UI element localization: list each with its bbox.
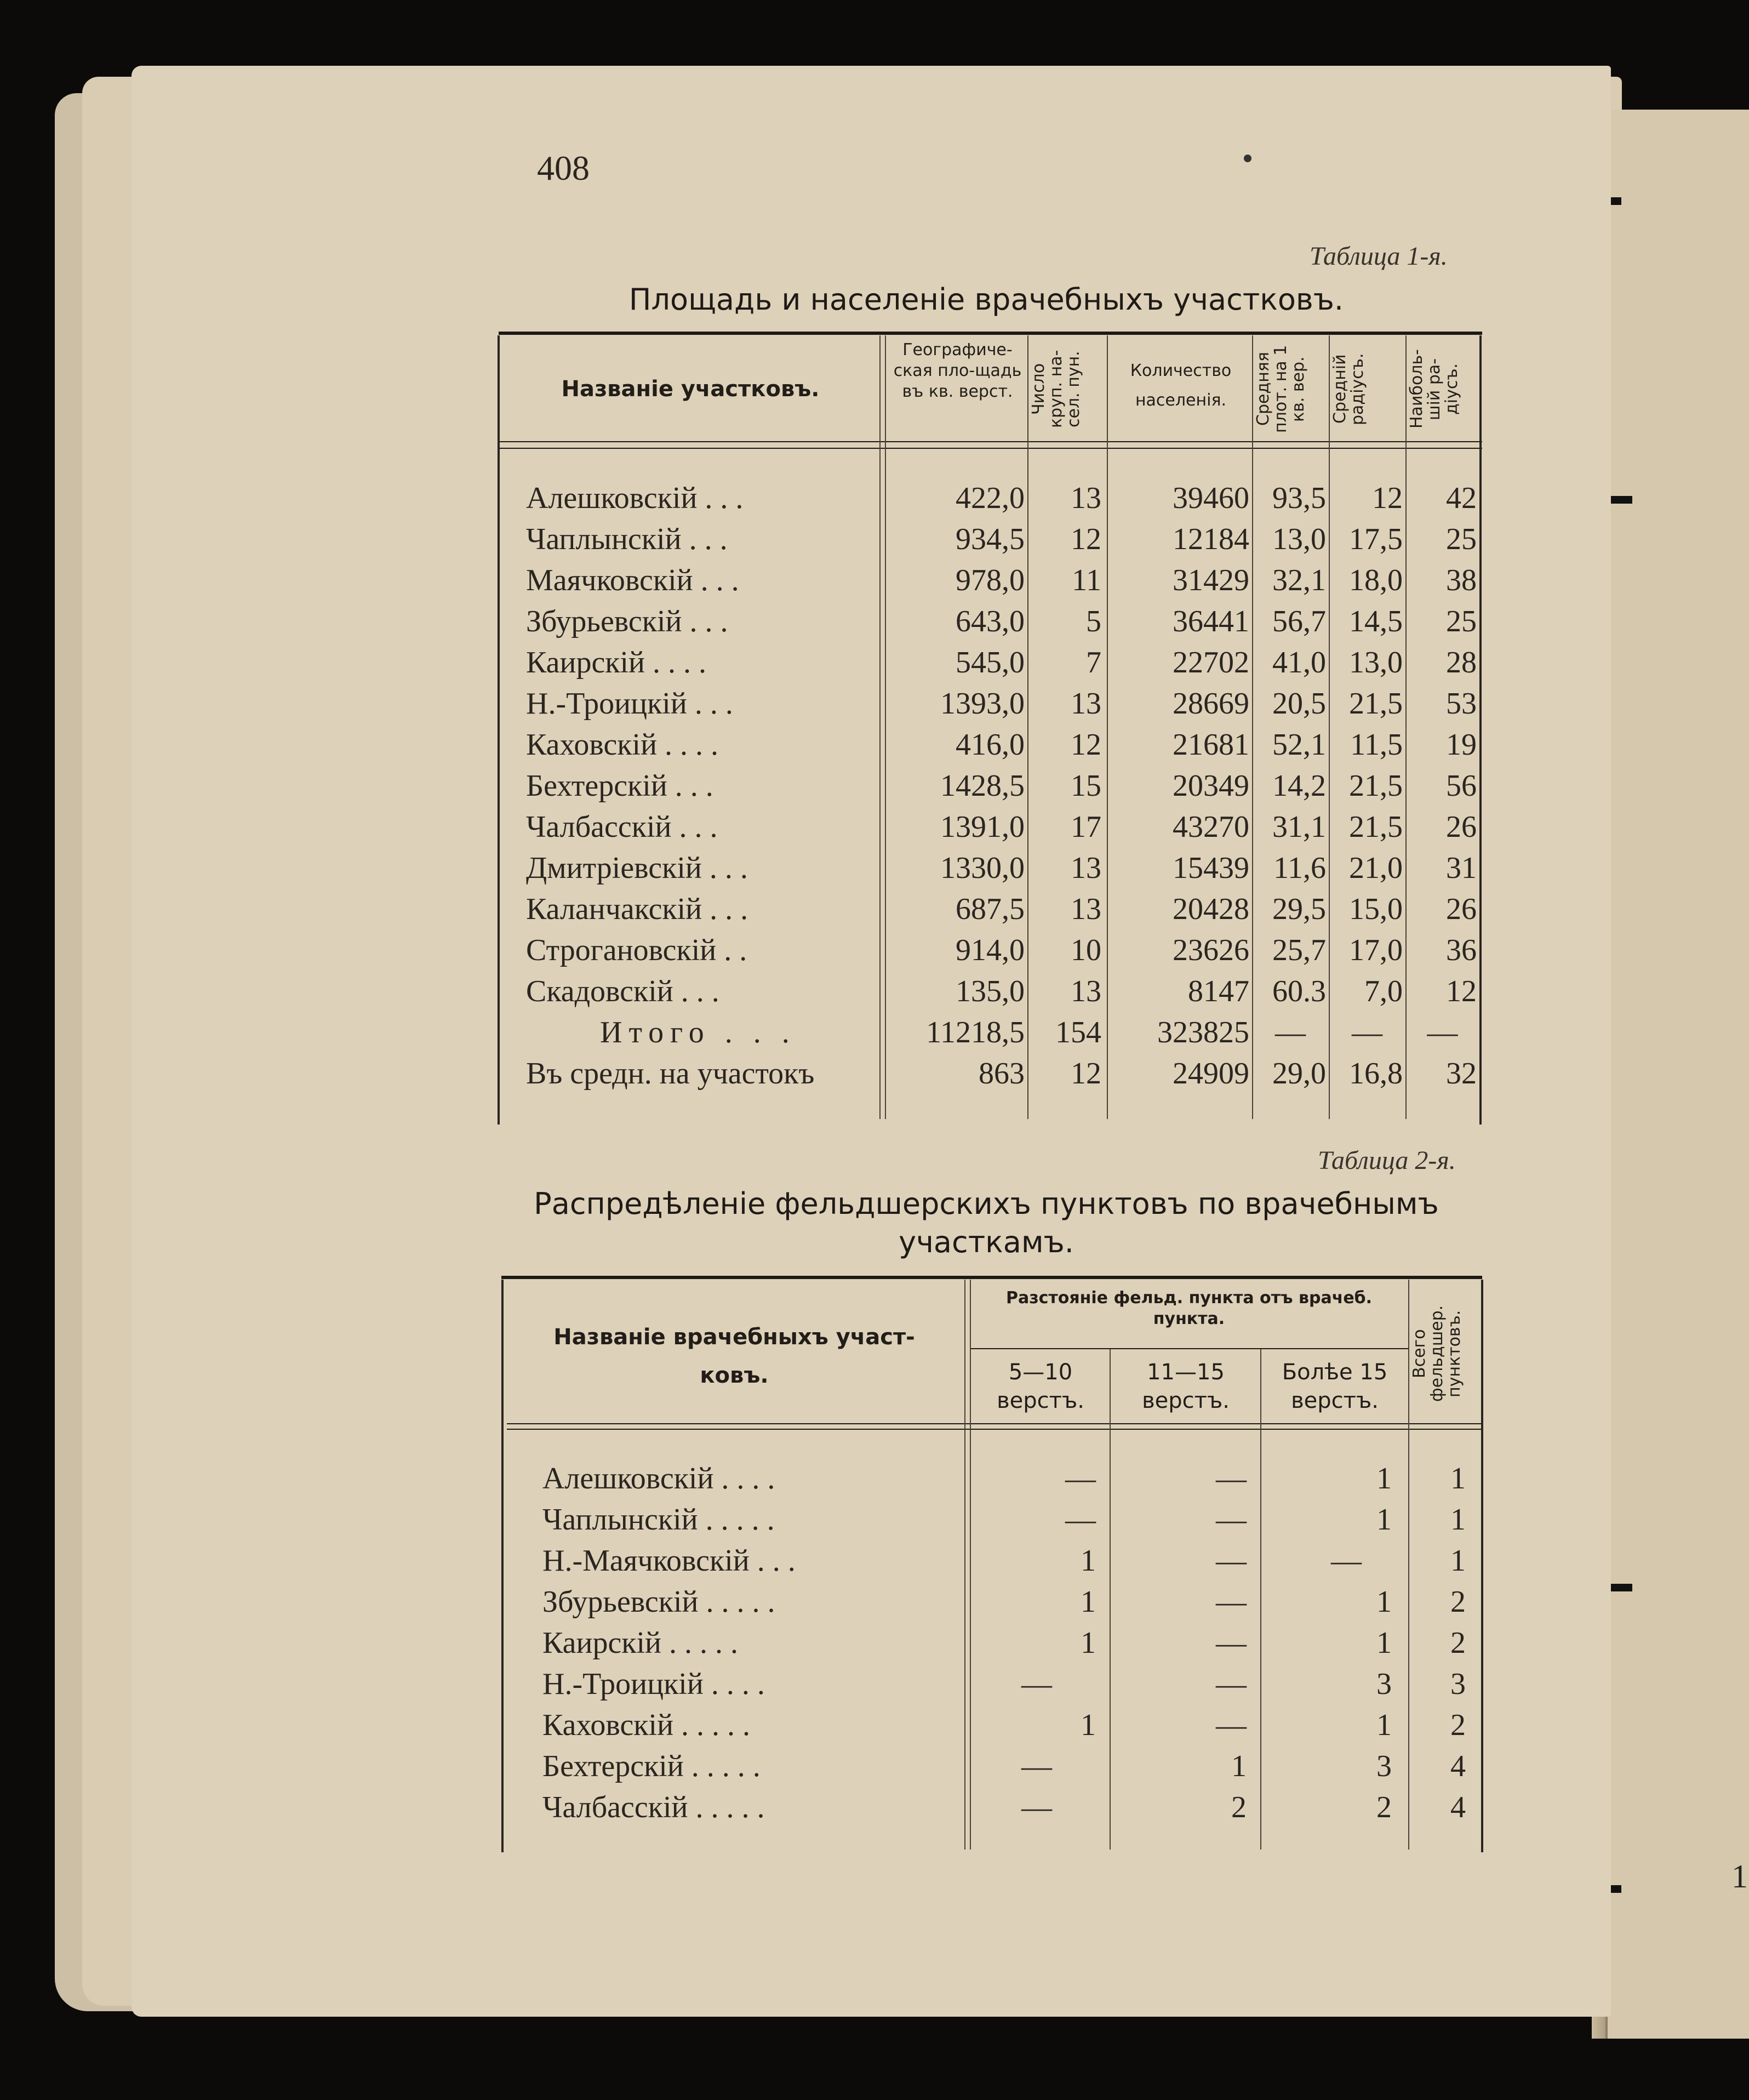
- density-value: 25,7: [1272, 933, 1326, 967]
- settlements-value: 154: [1055, 1015, 1101, 1049]
- max-radius-value: 25: [1446, 604, 1477, 638]
- radius-value: 21,5: [1349, 687, 1403, 721]
- table1-col-line: [498, 335, 500, 1125]
- district-name: Чаплынскій . . . . .: [542, 1503, 775, 1537]
- radius-value: 21,0: [1349, 851, 1403, 885]
- district-name: Каховскій . . . .: [526, 728, 719, 762]
- district-name: Дмитріевскій . . .: [526, 851, 748, 885]
- d2-value: —: [1216, 1708, 1247, 1742]
- area-value: 687,5: [956, 892, 1025, 926]
- population-value: 22702: [1173, 646, 1249, 680]
- max-radius-value: 42: [1446, 481, 1477, 515]
- d3-value: 1: [1376, 1626, 1392, 1660]
- table1-header-max-radius: Наиболь-шій ра-діусъ.: [1407, 349, 1461, 429]
- table1-col-line: [885, 335, 886, 1119]
- d1-value: 1: [1081, 1585, 1096, 1619]
- density-value: 29,0: [1272, 1057, 1326, 1091]
- settlements-value: 11: [1072, 563, 1101, 597]
- d2-value: —: [1216, 1667, 1247, 1701]
- radius-value: 14,5: [1349, 604, 1403, 638]
- district-name: Чаплынскій . . .: [526, 522, 728, 556]
- radius-value: 7,0: [1364, 974, 1403, 1008]
- table2-top-rule: [501, 1276, 1482, 1279]
- population-value: 24909: [1173, 1057, 1249, 1091]
- density-value: 56,7: [1272, 604, 1326, 638]
- page-number: 408: [537, 149, 590, 187]
- area-value: 1330,0: [940, 851, 1025, 885]
- population-value: 20349: [1173, 769, 1249, 803]
- table1-col-line: [1027, 335, 1028, 1119]
- radius-value: 18,0: [1349, 563, 1403, 597]
- area-value: 422,0: [956, 481, 1025, 515]
- ink-spot: [1244, 155, 1251, 162]
- d2-value: 2: [1231, 1790, 1247, 1824]
- d3-value: 1: [1376, 1585, 1392, 1619]
- settlements-value: 17: [1071, 810, 1101, 844]
- total-value: 2: [1450, 1708, 1466, 1742]
- density-value: 20,5: [1272, 687, 1326, 721]
- table1-col-line: [1329, 335, 1330, 1119]
- table1-top-rule: [499, 332, 1482, 335]
- district-name: Каирскій . . . .: [526, 646, 707, 680]
- max-radius-value: 31: [1446, 851, 1477, 885]
- population-value: 23626: [1173, 933, 1249, 967]
- table2-group-rule: [970, 1348, 1408, 1349]
- radius-value: 16,8: [1349, 1057, 1403, 1091]
- district-name: Бехтерскій . . .: [526, 769, 713, 803]
- table1-col-line: [1405, 335, 1407, 1119]
- d2-value: —: [1216, 1462, 1247, 1496]
- density-value: 32,1: [1272, 563, 1326, 597]
- area-value: 643,0: [956, 604, 1025, 638]
- table2-col-line: [970, 1280, 971, 1850]
- table2-header-d2-line1: 11—15: [1147, 1360, 1225, 1385]
- area-value: 1428,5: [940, 769, 1025, 803]
- max-radius-value: 19: [1446, 728, 1477, 762]
- radius-value: 12: [1372, 481, 1403, 515]
- max-radius-value: 12: [1446, 974, 1477, 1008]
- d3-value: 3: [1376, 1749, 1392, 1783]
- population-value: 15439: [1173, 851, 1249, 885]
- table2-header-name-line1: Названіе врачебныхъ участ-: [553, 1325, 915, 1350]
- density-value: 29,5: [1272, 892, 1326, 926]
- table2-header-rule: [507, 1423, 1482, 1424]
- population-value: 20428: [1173, 892, 1249, 926]
- settlements-value: 15: [1071, 769, 1101, 803]
- density-value: 41,0: [1272, 646, 1326, 680]
- settlements-value: 13: [1071, 481, 1101, 515]
- area-value: 934,5: [956, 522, 1025, 556]
- max-radius-value: 32: [1446, 1057, 1477, 1091]
- density-value: 93,5: [1272, 481, 1326, 515]
- table1-header-name: Названіе участковъ.: [561, 376, 820, 402]
- population-value: 31429: [1173, 563, 1249, 597]
- settlements-value: 13: [1071, 851, 1101, 885]
- district-name: Бехтерскій . . . . .: [542, 1749, 761, 1783]
- table2-header-d2-line2: верстъ.: [1142, 1388, 1230, 1413]
- table1-col-line: [879, 335, 881, 1119]
- table2-col-line: [964, 1280, 965, 1850]
- density-value: 52,1: [1272, 728, 1326, 762]
- area-value: 863: [979, 1057, 1025, 1091]
- total-value: 2: [1450, 1585, 1466, 1619]
- population-value: 36441: [1173, 604, 1249, 638]
- table2-header-distance-line2: пункта.: [1153, 1309, 1225, 1328]
- area-value: 914,0: [956, 933, 1025, 967]
- radius-value: 15,0: [1349, 892, 1403, 926]
- table2-title-line1: Распредѣленіе фельдшерскихъ пунктовъ по врачебнымъ: [534, 1186, 1439, 1221]
- max-radius-value: 26: [1446, 810, 1477, 844]
- population-value: 28669: [1173, 687, 1249, 721]
- population-value: 8147: [1188, 974, 1249, 1008]
- d3-value: 3: [1376, 1667, 1392, 1701]
- district-name: Каирскій . . . . .: [542, 1626, 739, 1660]
- district-name: Скадовскій . . .: [526, 974, 719, 1008]
- radius-value: 21,5: [1349, 810, 1403, 844]
- table2-header-rule-2: [507, 1429, 1482, 1430]
- district-name: Н.-Троицкій . . . .: [542, 1667, 765, 1701]
- district-name: Маячковскій . . .: [526, 563, 739, 597]
- radius-value: 21,5: [1349, 769, 1403, 803]
- table2-header-total: Всего фельдшер. пунктовъ.: [1410, 1305, 1464, 1402]
- density-value: 13,0: [1272, 522, 1326, 556]
- density-value: 60.3: [1272, 974, 1326, 1008]
- d1-value: —: [1021, 1667, 1052, 1701]
- density-value: 14,2: [1272, 769, 1326, 803]
- table2-header-d1-line1: 5—10: [1008, 1360, 1073, 1385]
- settlements-value: 13: [1071, 687, 1101, 721]
- table2-caption: Таблица 2-я.: [1318, 1146, 1456, 1175]
- table2-col-line: [1408, 1280, 1409, 1850]
- max-radius-value: 25: [1446, 522, 1477, 556]
- d1-value: —: [1065, 1503, 1096, 1537]
- settlements-value: 12: [1071, 1057, 1101, 1091]
- table1-header-radius: Средній радіусъ.: [1330, 353, 1367, 425]
- max-radius-value: 38: [1446, 563, 1477, 597]
- d3-value: 2: [1376, 1790, 1392, 1824]
- d2-value: 1: [1231, 1749, 1247, 1783]
- total-value: 1: [1450, 1462, 1466, 1496]
- district-name: Збурьевскій . . .: [526, 604, 728, 638]
- d3-value: 1: [1376, 1708, 1392, 1742]
- population-value: 12184: [1173, 522, 1249, 556]
- max-radius-value: 56: [1446, 769, 1477, 803]
- facing-page-glyph: 1: [1731, 1858, 1748, 1894]
- district-name: Чалбасскій . . . . .: [542, 1790, 765, 1824]
- settlements-value: 13: [1071, 974, 1101, 1008]
- table2-header-distance-line1: Разстояніе фельд. пункта отъ врачеб.: [1005, 1288, 1373, 1308]
- total-value: 4: [1450, 1790, 1466, 1824]
- table2-header-d3-line1: Болѣе 15: [1282, 1360, 1388, 1385]
- district-name: Н.-Троицкій . . .: [526, 687, 733, 721]
- max-radius-value: 28: [1446, 646, 1477, 680]
- district-name: Алешковскій . . .: [526, 481, 744, 515]
- density-value: 31,1: [1272, 810, 1326, 844]
- area-value: 11218,5: [926, 1015, 1025, 1049]
- radius-value: 13,0: [1349, 646, 1403, 680]
- population-value: 323825: [1157, 1015, 1249, 1049]
- district-name: Збурьевскій . . . . .: [542, 1585, 775, 1619]
- table2-col-line: [501, 1280, 504, 1852]
- density-value: —: [1275, 1015, 1306, 1049]
- area-value: 1393,0: [940, 687, 1025, 721]
- table1-header-density: Средняя плот. на 1 кв. вер.: [1254, 345, 1308, 433]
- table2-header-d1-line2: верстъ.: [997, 1388, 1084, 1413]
- max-radius-value: 26: [1446, 892, 1477, 926]
- d2-value: —: [1216, 1503, 1247, 1537]
- total-value: 1: [1450, 1544, 1466, 1578]
- table2-col-line: [1110, 1349, 1111, 1850]
- d1-value: 1: [1081, 1708, 1096, 1742]
- area-value: 416,0: [956, 728, 1025, 762]
- table2-header-d3-line2: верстъ.: [1291, 1388, 1379, 1413]
- max-radius-value: —: [1427, 1015, 1458, 1049]
- d1-value: 1: [1081, 1544, 1096, 1578]
- area-value: 135,0: [956, 974, 1025, 1008]
- district-name: Алешковскій . . . .: [542, 1462, 775, 1496]
- table2-col-line: [1260, 1349, 1261, 1850]
- table1-header-rule-2: [499, 448, 1482, 449]
- d3-value: 1: [1376, 1503, 1392, 1537]
- table1-header-area: Географиче-ская пло-щадь въ кв. верст.: [893, 340, 1022, 401]
- settlements-value: 12: [1071, 522, 1101, 556]
- table1-title: Площадь и населеніе врачебныхъ участковъ.: [628, 282, 1344, 317]
- district-name: Каланчакскій . . .: [526, 892, 748, 926]
- settlements-value: 13: [1071, 892, 1101, 926]
- settlements-value: 12: [1071, 728, 1101, 762]
- d1-value: 1: [1081, 1626, 1096, 1660]
- d3-value: —: [1331, 1544, 1362, 1578]
- settlements-value: 5: [1086, 604, 1101, 638]
- d1-value: —: [1021, 1749, 1052, 1783]
- radius-value: —: [1352, 1015, 1382, 1049]
- d2-value: —: [1216, 1544, 1247, 1578]
- table1-col-line: [1479, 335, 1482, 1125]
- population-value: 39460: [1173, 481, 1249, 515]
- total-label: Итого . . .: [600, 1015, 796, 1049]
- d2-value: —: [1216, 1626, 1247, 1660]
- total-value: 1: [1450, 1503, 1466, 1537]
- d1-value: —: [1065, 1462, 1096, 1496]
- population-value: 43270: [1173, 810, 1249, 844]
- settlements-value: 7: [1086, 646, 1101, 680]
- average-label: Въ средн. на участокъ: [526, 1057, 815, 1091]
- total-value: 3: [1450, 1667, 1466, 1701]
- table2-header-name-line2: ковъ.: [700, 1363, 769, 1388]
- district-name: Н.-Маячковскій . . .: [542, 1544, 796, 1578]
- area-value: 1391,0: [940, 810, 1025, 844]
- table1-col-line: [1252, 335, 1253, 1119]
- table2-title-line2: участкамъ.: [899, 1225, 1074, 1259]
- district-name: Чалбасскій . . .: [526, 810, 718, 844]
- district-name: Строгановскій . .: [526, 933, 747, 967]
- table1-header-population: Количество населенія.: [1130, 361, 1232, 410]
- max-radius-value: 36: [1446, 933, 1477, 967]
- table1-caption: Таблица 1-я.: [1310, 242, 1448, 271]
- table1-header-settlements: Число круп. на-сел. пун.: [1029, 350, 1083, 429]
- settlements-value: 10: [1071, 933, 1101, 967]
- population-value: 21681: [1173, 728, 1249, 762]
- table1-header-rule: [499, 441, 1482, 442]
- density-value: 11,6: [1273, 851, 1326, 885]
- d3-value: 1: [1376, 1462, 1392, 1496]
- radius-value: 17,5: [1349, 522, 1403, 556]
- radius-value: 17,0: [1349, 933, 1403, 967]
- radius-value: 11,5: [1350, 728, 1403, 762]
- facing-page: [1605, 110, 1749, 2039]
- d2-value: —: [1216, 1585, 1247, 1619]
- area-value: 978,0: [956, 563, 1025, 597]
- table1-col-line: [1107, 335, 1108, 1119]
- district-name: Каховскій . . . . .: [542, 1708, 751, 1742]
- table2-col-line: [1481, 1280, 1483, 1852]
- total-value: 2: [1450, 1626, 1466, 1660]
- area-value: 545,0: [956, 646, 1025, 680]
- total-value: 4: [1450, 1749, 1466, 1783]
- d1-value: —: [1021, 1790, 1052, 1824]
- max-radius-value: 53: [1446, 687, 1477, 721]
